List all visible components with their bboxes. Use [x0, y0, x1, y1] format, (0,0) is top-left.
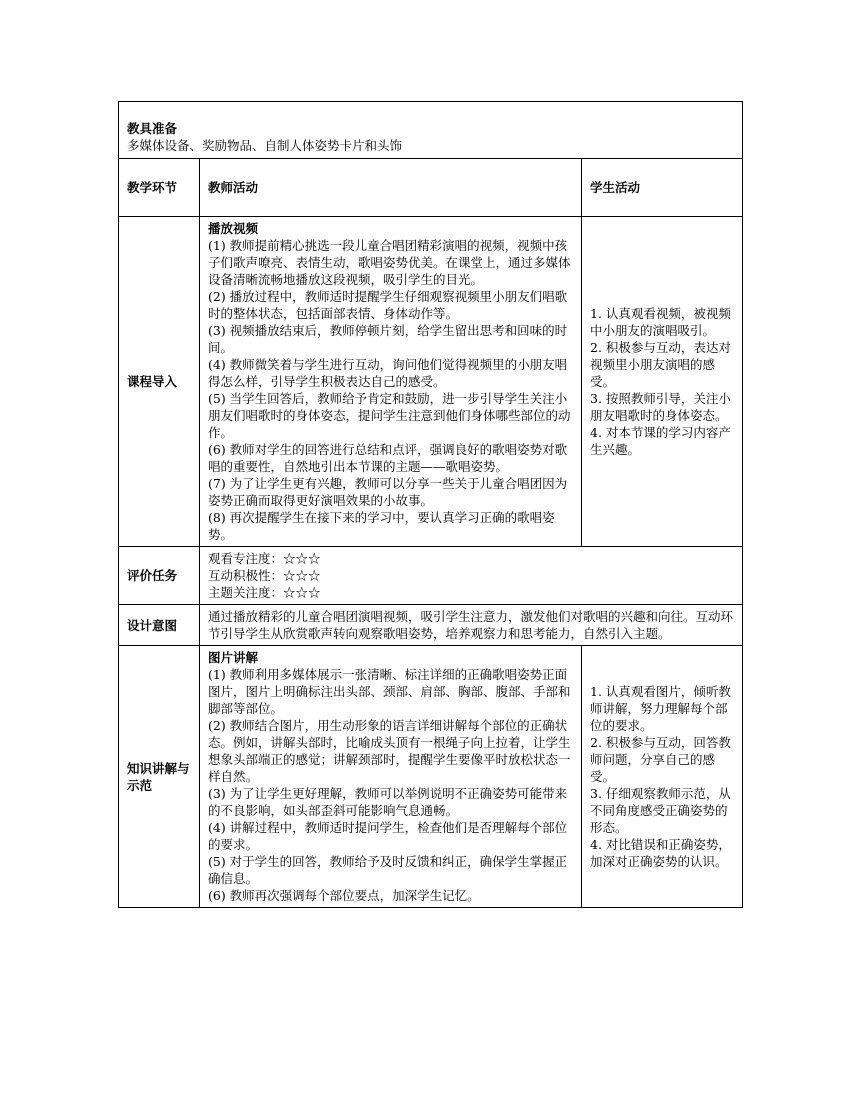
evaluation-cell	[200, 547, 743, 605]
intro-student-item-3: 3. 按照教师引导，关注小朋友唱歌时的身体姿态。	[590, 391, 731, 423]
knowledge-student-item-1: 1. 认真观看图片，倾听教师讲解，努力理解每个部位的要求。	[590, 684, 731, 733]
knowledge-teacher-step-3: (3) 为了让学生更好理解，教师可以举例说明不正确姿势可能带来的不良影响，如头部歪斜可能影响气息通畅。	[208, 786, 568, 818]
intro-student-item-2: 2. 积极参与互动，表达对视频里小朋友演唱的感受。	[590, 340, 731, 389]
evaluation-row	[119, 547, 743, 605]
evaluation-item-2: 互动积极性：☆☆☆	[208, 568, 321, 583]
evaluation-stage: 评价任务	[119, 547, 200, 605]
intro-teacher-step-6: (6) 教师对学生的回答进行总结和点评，强调良好的歌唱姿势对歌唱的重要性，自然地引出本节课的主题——歌唱姿势。	[208, 442, 568, 474]
intro-teacher-step-1: (1) 教师提前精心挑选一段儿童合唱团精彩演唱的视频，视频中孩子们歌声嘹亮、表情生动，歌唱姿势优美。在课堂上，通过多媒体设备清晰流畅地播放这段视频，吸引学生的目光。	[208, 238, 571, 287]
intro-teacher-step-3: (3) 视频播放结束后，教师停顿片刻，给学生留出思考和回味的时间。	[208, 323, 568, 355]
header-teacher: 教师活动	[200, 159, 582, 217]
intro-stage: 课程导入	[119, 217, 200, 547]
design-text: 通过播放精彩的儿童合唱团演唱视频，吸引学生注意力，激发他们对歌唱的兴趣和向往。互动环节引导学生从欣赏歌声转向观察歌唱姿势，培养观察力和思考能力，自然引入主题。	[200, 605, 743, 646]
intro-student-cell	[582, 217, 743, 547]
header-student: 学生活动	[582, 159, 743, 217]
knowledge-teacher-step-4: (4) 讲解过程中，教师适时提问学生，检查他们是否理解每个部位的要求。	[208, 820, 568, 852]
knowledge-student-item-4: 4. 对比错误和正确姿势，加深对正确姿势的认识。	[590, 837, 731, 869]
intro-teacher-step-4: (4) 教师微笑着与学生进行互动，询问他们觉得视频里的小朋友唱得怎么样，引导学生积极表达自己的感受。	[208, 357, 568, 389]
intro-student-item-4: 4. 对本节课的学习内容产生兴趣。	[590, 425, 731, 457]
header-row	[119, 159, 743, 217]
knowledge-teacher-step-6: (6) 教师再次强调每个部位要点，加深学生记忆。	[208, 888, 480, 903]
knowledge-teacher-title: 图片讲解	[208, 650, 259, 665]
intro-teacher-cell	[200, 217, 582, 547]
intro-row	[119, 217, 743, 547]
evaluation-item-3: 主题关注度：☆☆☆	[208, 585, 321, 600]
materials-cell	[119, 102, 743, 159]
design-stage: 设计意图	[119, 605, 200, 646]
design-row	[119, 605, 743, 646]
intro-teacher-title: 播放视频	[208, 221, 259, 236]
knowledge-row	[119, 646, 743, 908]
intro-student-item-1: 1. 认真观看视频，被视频中小朋友的演唱吸引。	[590, 306, 731, 338]
intro-teacher-step-5: (5) 当学生回答后，教师给予肯定和鼓励，进一步引导学生关注小朋友们唱歌时的身体姿态，提问学生注意到他们身体哪些部位的动作。	[208, 391, 571, 440]
evaluation-item-1: 观看专注度：☆☆☆	[208, 551, 321, 566]
materials-text: 多媒体设备、奖励物品、自制人体姿势卡片和头饰	[127, 138, 403, 153]
knowledge-teacher-step-1: (1) 教师利用多媒体展示一张清晰、标注详细的正确歌唱姿势正面图片，图片上明确标注出头部、颈部、肩部、胸部、腹部、手部和脚部等部位。	[208, 667, 571, 716]
knowledge-student-cell	[582, 646, 743, 908]
knowledge-teacher-cell	[200, 646, 582, 908]
intro-teacher-step-7: (7) 为了让学生更有兴趣，教师可以分享一些关于儿童合唱团因为姿势正确而取得更好演唱效果的小故事。	[208, 476, 568, 508]
knowledge-stage: 知识讲解与示范	[119, 646, 200, 908]
knowledge-student-item-2: 2. 积极参与互动，回答教师问题，分享自己的感受。	[590, 735, 731, 784]
knowledge-teacher-step-2: (2) 教师结合图片，用生动形象的语言详细讲解每个部位的正确状态。例如，讲解头部时，比喻成头顶有一根绳子向上拉着，让学生想象头部端正的感觉；讲解颈部时，提醒学生要像平时放松状态一样自然。	[208, 718, 571, 784]
lesson-plan-table	[118, 101, 743, 908]
knowledge-teacher-step-5: (5) 对于学生的回答，教师给予及时反馈和纠正，确保学生掌握正确信息。	[208, 854, 568, 886]
header-stage: 教学环节	[119, 159, 200, 217]
materials-row	[119, 102, 743, 159]
knowledge-student-item-3: 3. 仔细观察教师示范，从不同角度感受正确姿势的形态。	[590, 786, 731, 835]
materials-title: 教具准备	[127, 121, 178, 136]
intro-teacher-step-8: (8) 再次提醒学生在接下来的学习中，要认真学习正确的歌唱姿势。	[208, 510, 555, 542]
intro-teacher-step-2: (2) 播放过程中，教师适时提醒学生仔细观察视频里小朋友们唱歌时的整体状态，包括面部表情、身体动作等。	[208, 289, 568, 321]
